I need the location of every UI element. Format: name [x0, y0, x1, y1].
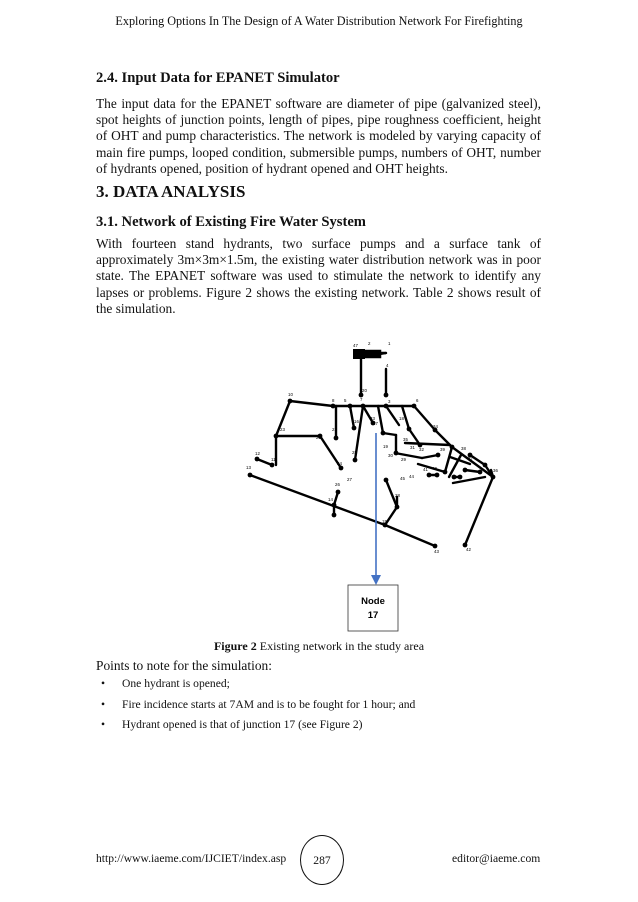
node-label: 35 [403, 437, 408, 442]
node-label: 31 [410, 445, 415, 450]
node-label: 3 [388, 399, 391, 404]
pipe [422, 455, 438, 458]
list-item [96, 717, 415, 738]
node-label: 42 [466, 547, 471, 552]
callout-text-line2: 17 [367, 610, 379, 621]
node-label: 12 [255, 451, 260, 456]
junction-node [491, 475, 496, 480]
node-label: 19 [383, 444, 388, 449]
junction-node [274, 434, 279, 439]
node-label: 27 [347, 477, 352, 482]
network-diagram [240, 335, 505, 640]
node-label: 5 [344, 398, 347, 403]
node-label: 44 [409, 474, 414, 479]
node-label: 39 [440, 447, 445, 452]
junction-node [348, 404, 353, 409]
junction-node [458, 475, 463, 480]
page-number: 287 [300, 835, 344, 885]
points-list [96, 676, 415, 738]
section-heading-3: 3. DATA ANALYSIS [96, 182, 246, 201]
node-label: 43 [434, 549, 439, 554]
junction-node [394, 451, 399, 456]
node-label: 26 [335, 482, 340, 487]
node-label: 15 [382, 519, 387, 524]
node-label: 30 [388, 453, 393, 458]
pipe [290, 401, 333, 406]
junction-node [334, 436, 339, 441]
node-label: 34 [433, 424, 438, 429]
node-label: 14 [328, 497, 333, 502]
list-item [96, 676, 415, 697]
node-label: 36 [493, 468, 498, 473]
node-label: 20 [362, 388, 367, 393]
pipe [386, 406, 399, 425]
junction-node [353, 458, 358, 463]
running-header: Exploring Options In The Design of A Water Distribution Network For Firefighting [115, 14, 523, 28]
node-label: 16 [354, 419, 359, 424]
junction-node [332, 503, 337, 508]
junction-node [452, 475, 457, 480]
junction-node [443, 470, 448, 475]
junction-node [435, 473, 440, 478]
junction-node [332, 513, 337, 518]
bullet-icon: • [101, 677, 106, 690]
junction-node [436, 453, 441, 458]
node-label: 41 [423, 467, 428, 472]
node-label: 17 [373, 421, 378, 426]
junction-node [433, 544, 438, 549]
pipe [445, 447, 452, 472]
node-label: 37 [468, 456, 473, 461]
junction-node [248, 473, 253, 478]
junction-node [270, 463, 275, 468]
node-label: 22 [316, 435, 321, 440]
junction-node [463, 468, 468, 473]
junction-node [331, 404, 336, 409]
bullet-icon: • [101, 697, 106, 711]
section-3-1-paragraph: With fourteen stand hydrants, two surface pumps and a surface tank of approximately 3m×3m×1.5m, the existing water distribution network was in poor state. The EPANET software was used to stimulate the network to identify any lapses or problems. Figure 2 shows the existing network. Table 2 shows result of the simulation. [96, 236, 541, 316]
junction-node [450, 445, 455, 450]
pipe [414, 406, 435, 430]
junction-node [407, 427, 412, 432]
callout-arrowhead [371, 575, 381, 585]
footer-url-link[interactable]: http://www.iaeme.com/IJCIET/index.asp [96, 852, 287, 865]
section-heading-3-1: 3.1. Network of Existing Fire Water System [96, 214, 366, 230]
node-label: 28 [395, 493, 400, 498]
list-item-text: Fire incidence starts at 7AM and is to be fought for 1 hour; and [122, 697, 416, 711]
tank-symbol [353, 349, 365, 359]
points-intro: Points to note for the simulation: [96, 658, 272, 673]
node-label: 6 [416, 398, 419, 403]
junction-node [395, 505, 400, 510]
pipe [350, 406, 354, 428]
node-label: 8 [332, 398, 335, 403]
node-label: 7 [360, 397, 363, 402]
pipe [395, 453, 422, 458]
junction-node [339, 466, 344, 471]
list-item [96, 697, 415, 718]
footer-email-link[interactable]: editor@iaeme.com [452, 852, 541, 865]
callout-text-line1: Node [361, 596, 385, 607]
node-label: 23 [280, 427, 285, 432]
junction-node [478, 470, 483, 475]
junction-node [384, 393, 389, 398]
node-label: 2 [368, 341, 371, 346]
list-item-text: Hydrant opened is that of junction 17 (see Figure 2) [122, 718, 363, 731]
junction-node [361, 404, 366, 409]
junction-node [384, 478, 389, 483]
list-item-text: One hydrant is opened; [122, 677, 230, 690]
pipe [465, 477, 493, 545]
node-label: 45 [400, 476, 405, 481]
junction-node [288, 399, 293, 404]
pipe [378, 406, 383, 433]
figure-caption [0, 639, 638, 654]
node-label: 24 [337, 461, 342, 466]
junction-node [336, 490, 341, 495]
pipe [257, 459, 272, 465]
node-label: 13 [246, 465, 251, 470]
section-2-4-paragraph: The input data for the EPANET software are diameter of pipe (galvanized steel), spot heights of junction points, length of pipes, pipe roughness coefficient, height of OHT and pump characteristics. The network is modeled by varying capacity of main fire pumps, looped condition, submersible pumps, numbers of OHT, number of hydrants opened, position of hydrant opened and OHT heights. [96, 96, 541, 176]
junction-node [255, 457, 260, 462]
node-label: 29 [401, 457, 406, 462]
node-label: 38 [461, 446, 466, 451]
callout-box [348, 585, 398, 631]
section-heading-2-4: 2.4. Input Data for EPANET Simulator [96, 70, 340, 86]
junction-node [384, 404, 389, 409]
node-label: 21 [332, 427, 337, 432]
figure-caption-label: Figure 2 [213, 639, 257, 653]
bullet-icon: • [101, 718, 106, 731]
junction-node [352, 426, 357, 431]
node-label: 4 [386, 363, 389, 368]
figure-caption-text: Existing network in the study area [256, 639, 425, 653]
junction-node [427, 473, 432, 478]
node-label: 18 [399, 416, 404, 421]
pipe [250, 475, 385, 525]
pump-symbol [366, 351, 386, 357]
junction-node [412, 404, 417, 409]
junction-node [483, 463, 488, 468]
node-label: 47 [353, 343, 358, 348]
node-label: 32 [419, 447, 424, 452]
node-label: 25 [352, 450, 357, 455]
node-label: 10 [288, 392, 293, 397]
node-label: 40 [432, 466, 437, 471]
node-label: 1 [388, 341, 391, 346]
junction-node [381, 431, 386, 436]
node-label: 11 [271, 457, 276, 462]
pipe [385, 525, 435, 546]
node-label: 33 [370, 416, 375, 421]
